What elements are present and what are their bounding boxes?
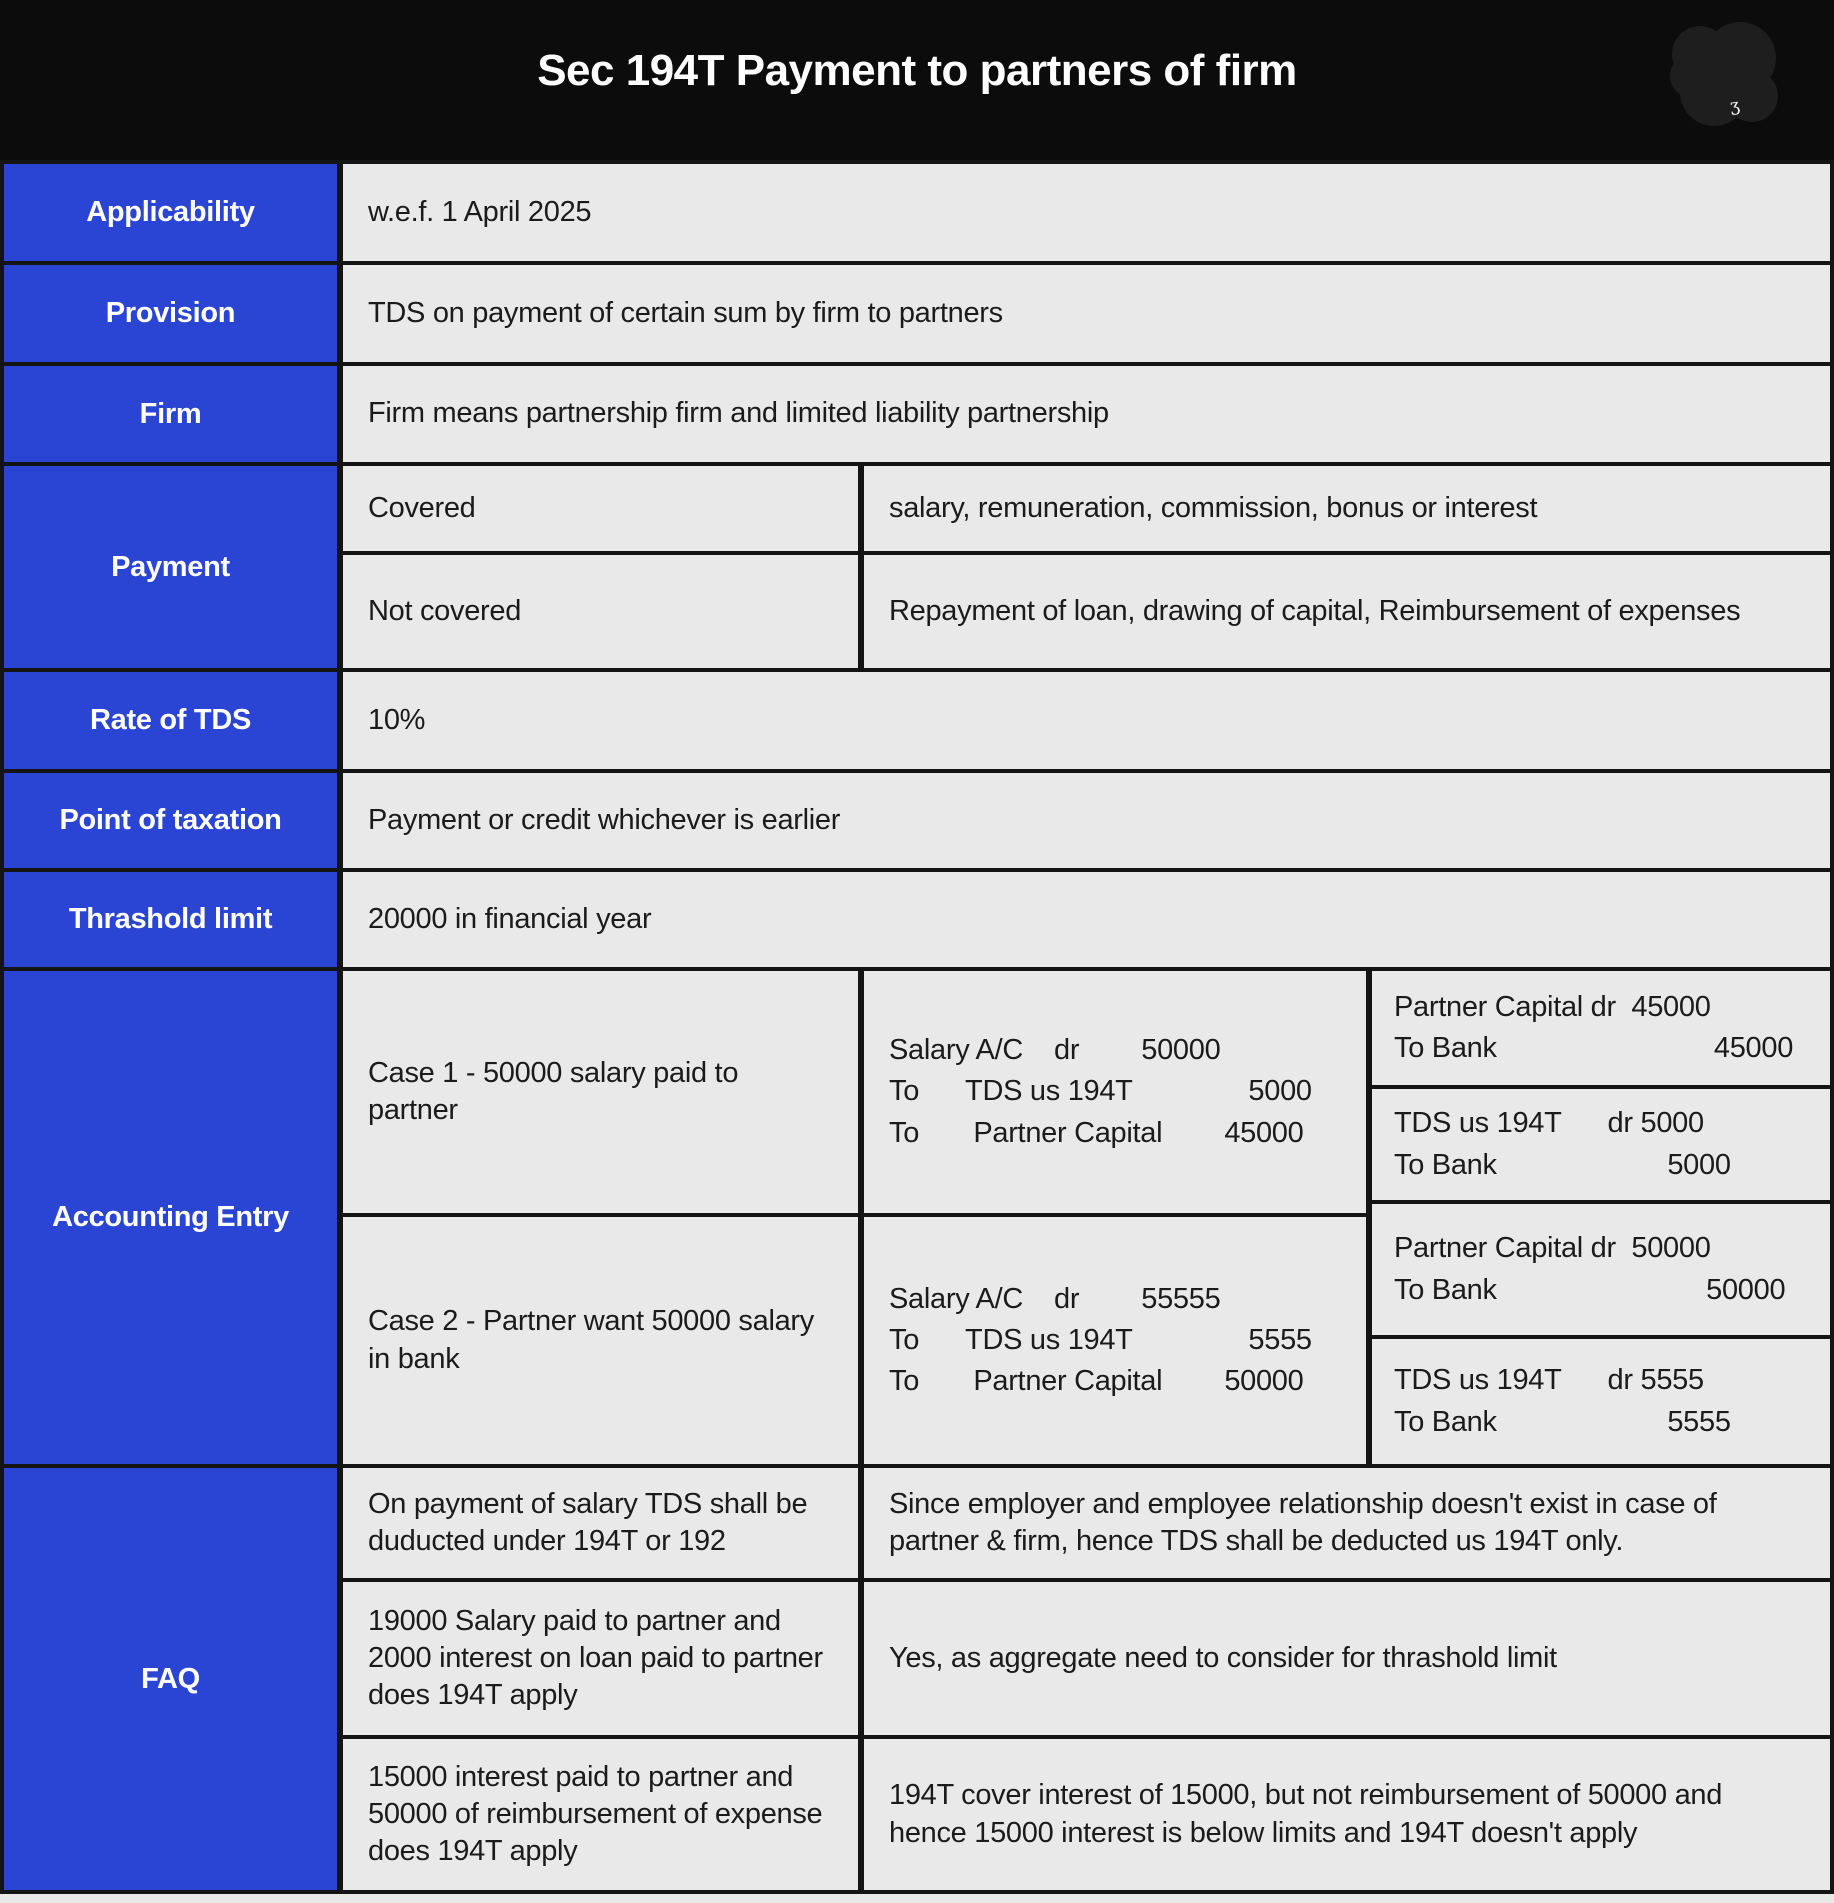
firm-value: Firm means partnership firm and limited liability partnership: [343, 366, 1830, 462]
faq-answer-3: 194T cover interest of 15000, but not reimbursement of 50000 and hence 15000 interest is below limits and 194T doesn't apply: [864, 1739, 1830, 1890]
journal-line: Salary A/C dr 50000: [889, 1034, 1221, 1067]
faq-question-2: 19000 Salary paid to partner and 2000 interest on loan paid to partner does 194T apply: [343, 1582, 858, 1735]
accounting-case2-title: Case 2 - Partner want 50000 salary in bank: [343, 1217, 858, 1464]
journal-line: To Bank 50000: [1394, 1273, 1786, 1306]
info-table: [0, 160, 1834, 1894]
bank-entry-capital-case1: [1372, 971, 1830, 1085]
accounting-case1-journal: [864, 971, 1366, 1213]
payment-not-covered-value: Repayment of loan, drawing of capital, Reimbursement of expenses: [864, 555, 1830, 668]
accounting-case1-title: Case 1 - 50000 salary paid to partner: [343, 971, 858, 1213]
bank-entry-capital-case2: [1372, 1204, 1830, 1335]
row-label-rate-of-tds: Rate of TDS: [4, 672, 337, 769]
row-label-applicability: Applicability: [4, 164, 337, 261]
row-label-faq: FAQ: [4, 1468, 337, 1890]
row-label-point-of-taxation: Point of taxation: [4, 773, 337, 868]
journal-line: TDS us 194T dr 5555: [1394, 1364, 1704, 1397]
journal-line: To TDS us 194T 5000: [889, 1075, 1312, 1108]
journal-line: To Partner Capital 45000: [889, 1116, 1304, 1149]
accounting-case2-journal: [864, 1217, 1366, 1464]
point-of-taxation-value: Payment or credit whichever is earlier: [343, 773, 1830, 868]
faq-answer-2: Yes, as aggregate need to consider for thrashold limit: [864, 1582, 1830, 1735]
provision-value: TDS on payment of certain sum by firm to partners: [343, 265, 1830, 362]
journal-line: To Bank 5000: [1394, 1148, 1731, 1181]
journal-line: Salary A/C dr 55555: [889, 1282, 1221, 1315]
faq-answer-1: Since employer and employee relationship doesn't exist in case of partner & firm, hence TDS shall be deducted us 194T only.: [864, 1468, 1830, 1578]
journal-line: Partner Capital dr 45000: [1394, 990, 1711, 1023]
journal-line: To TDS us 194T 5555: [889, 1323, 1312, 1356]
row-label-firm: Firm: [4, 366, 337, 462]
journal-line: To Bank 5555: [1394, 1405, 1731, 1438]
row-label-payment: Payment: [4, 466, 337, 668]
page-title: Sec 194T Payment to partners of firm: [537, 46, 1297, 95]
faq-question-3: 15000 interest paid to partner and 50000 of reimbursement of expense does 194T apply: [343, 1739, 858, 1890]
applicability-value: w.e.f. 1 April 2025: [343, 164, 1830, 261]
rate-of-tds-value: 10%: [343, 672, 1830, 769]
row-label-accounting-entry: Accounting Entry: [4, 971, 337, 1464]
blacked-out-logo: [1672, 26, 1728, 82]
journal-line: To Bank 45000: [1394, 1032, 1794, 1064]
logo-watermark-glyph: ʒ: [1728, 95, 1741, 117]
row-label-provision: Provision: [4, 265, 337, 362]
journal-line: To Partner Capital 50000: [889, 1365, 1304, 1398]
payment-covered-value: salary, remuneration, commission, bonus or interest: [864, 466, 1830, 551]
journal-line: Partner Capital dr 50000: [1394, 1232, 1711, 1265]
payment-not-covered-key: Not covered: [343, 555, 858, 668]
payment-covered-key: Covered: [343, 466, 858, 551]
header-bar: [0, 0, 1834, 160]
threshold-limit-value: 20000 in financial year: [343, 872, 1830, 967]
journal-line: TDS us 194T dr 5000: [1394, 1107, 1704, 1140]
bank-entry-tds-case2: [1372, 1339, 1830, 1464]
faq-question-1: On payment of salary TDS shall be duducted under 194T or 192: [343, 1468, 858, 1578]
row-label-threshold-limit: Thrashold limit: [4, 872, 337, 967]
bank-entry-tds-case1: [1372, 1089, 1830, 1200]
